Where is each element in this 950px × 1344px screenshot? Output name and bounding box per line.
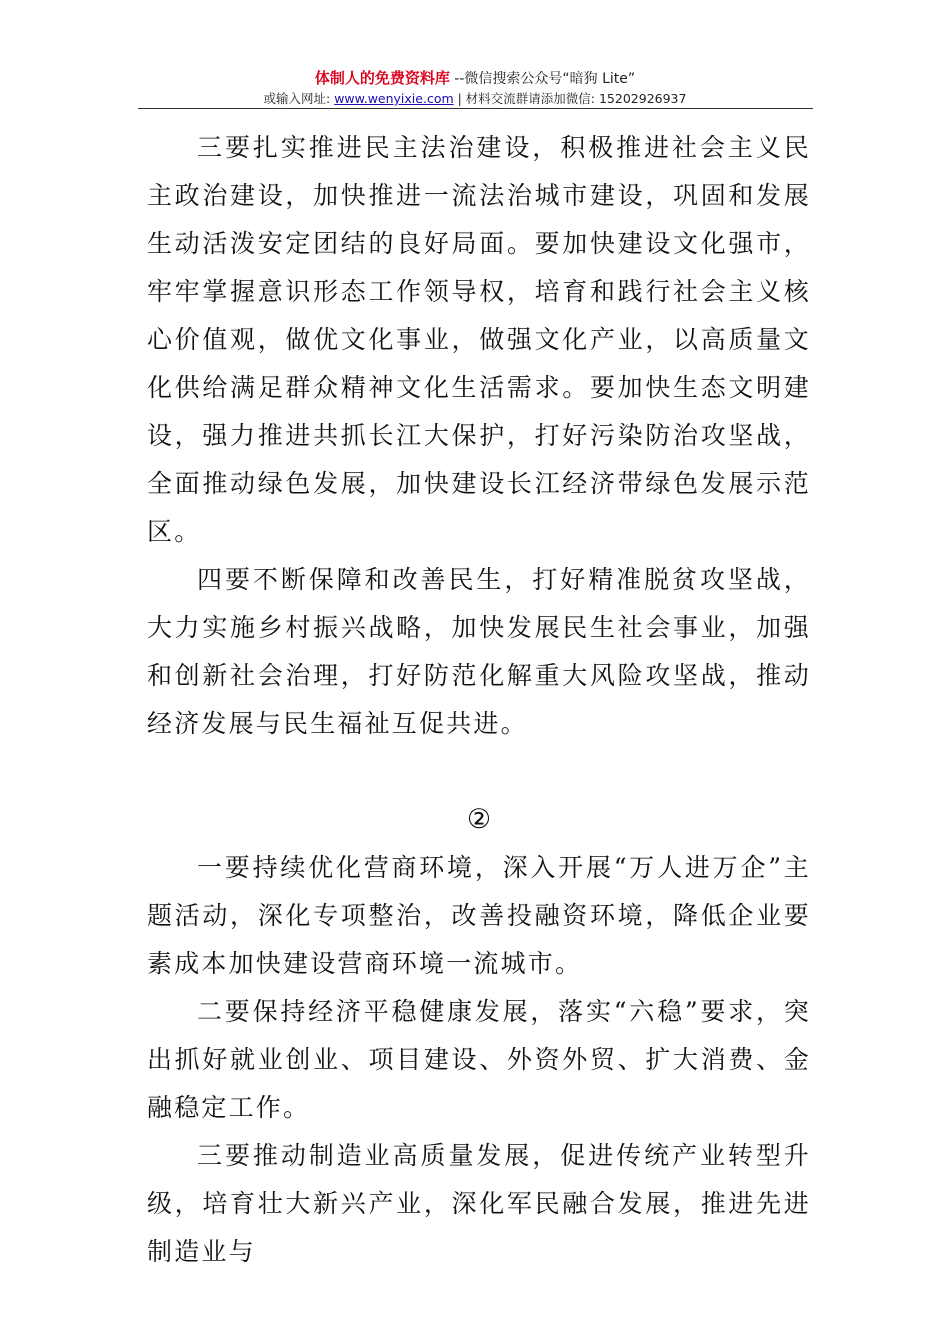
body-paragraph: 三要扎实推进民主法治建设，积极推进社会主义民主政治建设，加快推进一流法治城市建设，巩固和发展生动活泼安定团结的良好局面。要加快建设文化强市，牢牢掌握意识形态工作领导权，培育和践行社会主义核心价值观，做优文化事业，做强文化产业，以高质量文化供给满足群众精神文化生活需求。要加快生态文明建设，强力推进共抓长江大保护，打好污染防治攻坚战，全面推动绿色发展，加快建设长江经济带绿色发展示范区。 xyxy=(147,133,811,546)
header-url-link[interactable]: www.wenyixie.com xyxy=(334,91,454,106)
header-url-prefix: 或输入网址: xyxy=(263,91,335,106)
body-paragraph: 三要推动制造业高质量发展，促进传统产业转型升级，培育壮大新兴产业，深化军民融合发展，推进先进制造业与 xyxy=(147,1141,811,1266)
header-line-2 xyxy=(0,90,950,108)
header-brand: 体制人的免费资料库 xyxy=(314,69,450,87)
section-marker: ② xyxy=(466,804,492,835)
header-contact: | 材料交流群请添加微信: 15202926937 xyxy=(453,91,687,106)
document-body xyxy=(147,124,811,1276)
header-divider xyxy=(138,108,813,109)
body-paragraph: 二要保持经济平稳健康发展，落实“六稳”要求，突出抓好就业创业、项目建设、外资外贸、扩大消费、金融稳定工作。 xyxy=(147,997,811,1122)
header-line-1 xyxy=(0,68,950,89)
page-header xyxy=(0,68,950,108)
header-suffix: --微信搜索公众号“暗狗 Lite” xyxy=(449,71,636,87)
blank-line xyxy=(147,748,811,796)
body-paragraph: 四要不断保障和改善民生，打好精准脱贫攻坚战，大力实施乡村振兴战略，加快发展民生社会事业，加强和创新社会治理，打好防范化解重大风险攻坚战，推动经济发展与民生福祉互促共进。 xyxy=(147,565,811,738)
body-paragraph: 一要持续优化营商环境，深入开展“万人进万企”主题活动，深化专项整治，改善投融资环境，降低企业要素成本加快建设营商环境一流城市。 xyxy=(147,853,811,978)
